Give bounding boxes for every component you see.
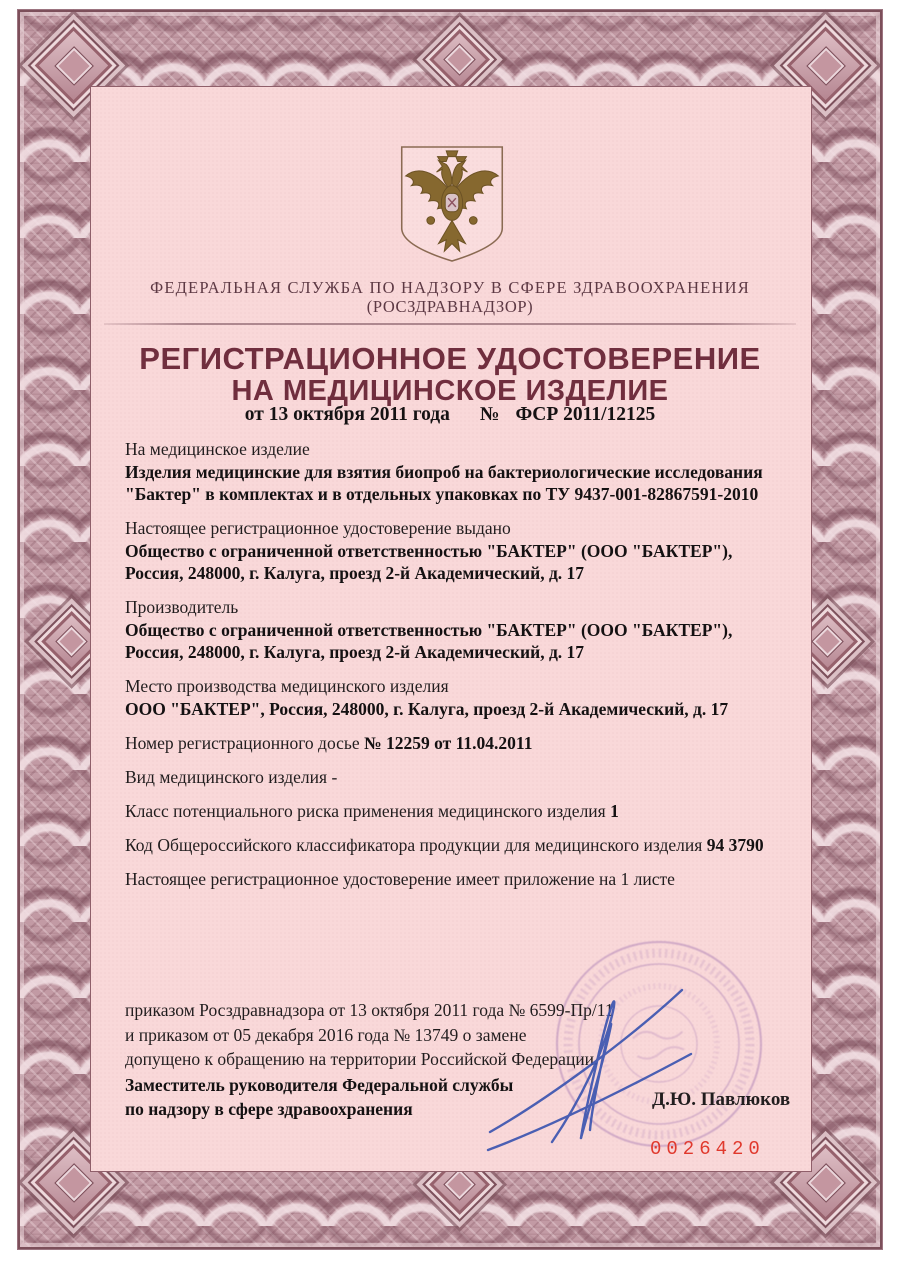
signer-name: Д.Ю. Павлюков xyxy=(652,1089,791,1110)
okp-code-line xyxy=(125,834,789,857)
risk-class-line xyxy=(125,800,789,823)
dossier-label: Номер регистрационного досье xyxy=(125,732,360,753)
issued-label: Настоящее регистрационное удостоверение выдано xyxy=(125,518,511,538)
manufacturer-value-line2: Россия, 248000, г. Калуга, проезд 2-й Академический, д. 17 xyxy=(125,642,585,662)
serial-number: 0026420 xyxy=(650,1138,765,1160)
title-line-1: РЕГИСТРАЦИОННОЕ УДОСТОВЕРЕНИЕ xyxy=(139,341,761,376)
number-sign: № xyxy=(479,404,500,425)
issue-date: от 13 октября 2011 года xyxy=(244,404,450,425)
production-place-label: Место производства медицинского изделия xyxy=(125,676,449,696)
device-kind-line: Вид медицинского изделия - xyxy=(125,766,338,787)
order-line-3: допущено к обращению на территории Российской Федерации. xyxy=(125,1049,599,1069)
agency-header xyxy=(100,278,800,316)
order-line-1: приказом Росздравнадзора от 13 октября 2011 года № 6599-Пр/11 xyxy=(125,1000,614,1020)
registration-number: ФСР 2011/12125 xyxy=(515,404,656,425)
manufacturer-value-line1: Общество с ограниченной ответственностью "БАКТЕР" (ООО "БАКТЕР"), xyxy=(125,619,733,640)
risk-class-value: 1 xyxy=(610,800,619,821)
russia-coat-of-arms-icon xyxy=(394,141,510,267)
okp-label: Код Общероссийского классификатора продукции для медицинского изделия xyxy=(125,834,703,855)
issued-value-line1: Общество с ограниченной ответственностью "БАКТЕР" (ООО "БАКТЕР"), xyxy=(125,540,733,561)
product-value-line1: Изделия медицинские для взятия биопроб на бактериологические исследования xyxy=(125,461,763,482)
header-divider xyxy=(104,323,796,325)
manufacturer-label: Производитель xyxy=(125,597,239,617)
title-line-2: НА МЕДИЦИНСКОЕ ИЗДЕЛИЕ xyxy=(231,375,669,407)
okp-value: 94 3790 xyxy=(706,834,764,855)
order-line-2: и приказом от 05 декабря 2016 года № 13749 о замене xyxy=(125,1024,527,1045)
dossier-line xyxy=(125,732,789,755)
agency-name: ФЕДЕРАЛЬНАЯ СЛУЖБА ПО НАДЗОРУ В СФЕРЕ ЗДРАВООХРАНЕНИЯ xyxy=(150,278,750,297)
date-and-number-line xyxy=(100,404,800,426)
signature xyxy=(486,972,696,1157)
risk-class-label: Класс потенциального риска применения медицинского изделия xyxy=(125,800,606,821)
issued-value-line2: Россия, 248000, г. Калуга, проезд 2-й Академический, д. 17 xyxy=(125,563,585,583)
product-value-line2: "Бактер" в комплектах и в отдельных упаковках по ТУ 9437-001-82867591-2010 xyxy=(125,484,759,504)
signer-title-line1: Заместитель руководителя Федеральной службы xyxy=(125,1074,514,1095)
attachment-line: Настоящее регистрационное удостоверение имеет приложение на 1 листе xyxy=(125,868,675,889)
product-label: На медицинское изделие xyxy=(125,439,310,459)
agency-short-name: (РОСЗДРАВНАДЗОР) xyxy=(366,297,534,316)
production-place-value: ООО "БАКТЕР", Россия, 248000, г. Калуга, проезд 2-й Академический, д. 17 xyxy=(125,698,729,719)
certificate-body xyxy=(125,438,789,890)
document-title xyxy=(100,342,800,407)
signer-title-line2: по надзору в сфере здравоохранения xyxy=(125,1099,413,1119)
dossier-value: № 12259 от 11.04.2011 xyxy=(364,732,533,753)
